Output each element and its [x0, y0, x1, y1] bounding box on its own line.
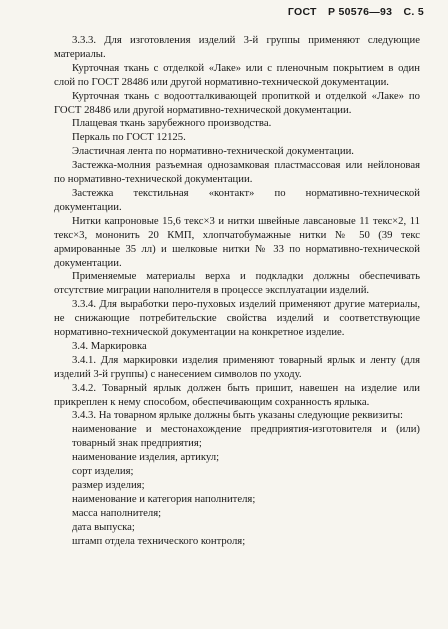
- requisite-item: сорт изделия;: [72, 465, 134, 478]
- requisite-item: размер изделия;: [72, 479, 145, 491]
- paragraph: Эластичная лента по нормативно-технической документации.: [72, 145, 354, 158]
- paragraph: Застежка-молния разъемная однозамковая пластмассовая или нейлоновая по нормативно-технической документации.: [54, 159, 420, 186]
- requisite-item: наименование и категория наполнителя;: [72, 492, 256, 505]
- requisite-item: наименование изделия, артикул;: [72, 451, 220, 464]
- requisite-item: штамп отдела технического контроля;: [72, 534, 246, 547]
- paragraph: Плащевая ткань зарубежного производства.: [72, 117, 272, 130]
- paragraph: 3.4.3. На товарном ярлыке должны быть указаны следующие реквизиты:: [72, 409, 404, 422]
- paragraph: Перкаль по ГОСТ 12125.: [72, 131, 186, 144]
- requisite-item: наименование и местонахождение предприятия-изготовителя и (или) товарный знак предприятия;: [72, 423, 420, 450]
- paragraph: Застежка текстильная «контакт» по нормативно-технической документации.: [54, 186, 420, 213]
- standard-number: Р 50576—93: [328, 6, 393, 18]
- paragraph: 3.4.2. Товарный ярлык должен быть пришит, навешен на изделие или прикреплен к нему способом, обеспечивающим сохранность ярлыка.: [54, 381, 420, 408]
- requisite-item: масса наполнителя;: [72, 506, 162, 519]
- paragraph: Применяемые материалы верха и подкладки должны обеспечивать отсутствие миграции наполнителя в процессе эксплуатации изделий.: [54, 270, 420, 297]
- paragraph: Курточная ткань с отделкой «Лаке» или с пленочным покрытием в один слой по ГОСТ 28486 или другой нормативно-технической документации.: [54, 61, 420, 88]
- page-number: С. 5: [403, 6, 424, 18]
- paragraph: 3.3.4. Для выработки перо-пуховых изделий применяют другие материалы, не снижающие потребительские свойства изделий и соответствующие нормативно-технической документации на конкретное изделие.: [54, 298, 420, 339]
- paragraph: Нитки капроновые 15,6 текс×3 и нитки швейные лавсановые 11 текс×2, 11 текс×3, мононить 20 КМП, хлопчатобумажные нитки № 50 (39 текс армированные 35 лл) и шелковые нитки № 33 по нормативно-технической документации.: [54, 214, 420, 269]
- paragraph: Курточная ткань с водоотталкивающей пропиткой и отделкой «Лаке» по ГОСТ 28486 или другой нормативно-технической документации.: [54, 89, 420, 116]
- requisite-item: дата выпуска;: [72, 520, 135, 533]
- document-body: [54, 34, 420, 549]
- gost-label: ГОСТ: [287, 6, 317, 18]
- paragraph: 3.4. Маркировка: [72, 339, 147, 352]
- paragraph: 3.3.3. Для изготовления изделий 3-й группы применяют следующие материалы.: [54, 34, 420, 60]
- page-header: [280, 6, 424, 18]
- paragraph: 3.4.1. Для маркировки изделия применяют товарный ярлык и ленту (для изделий 3-й группы) с нанесением символов по уходу.: [54, 353, 420, 380]
